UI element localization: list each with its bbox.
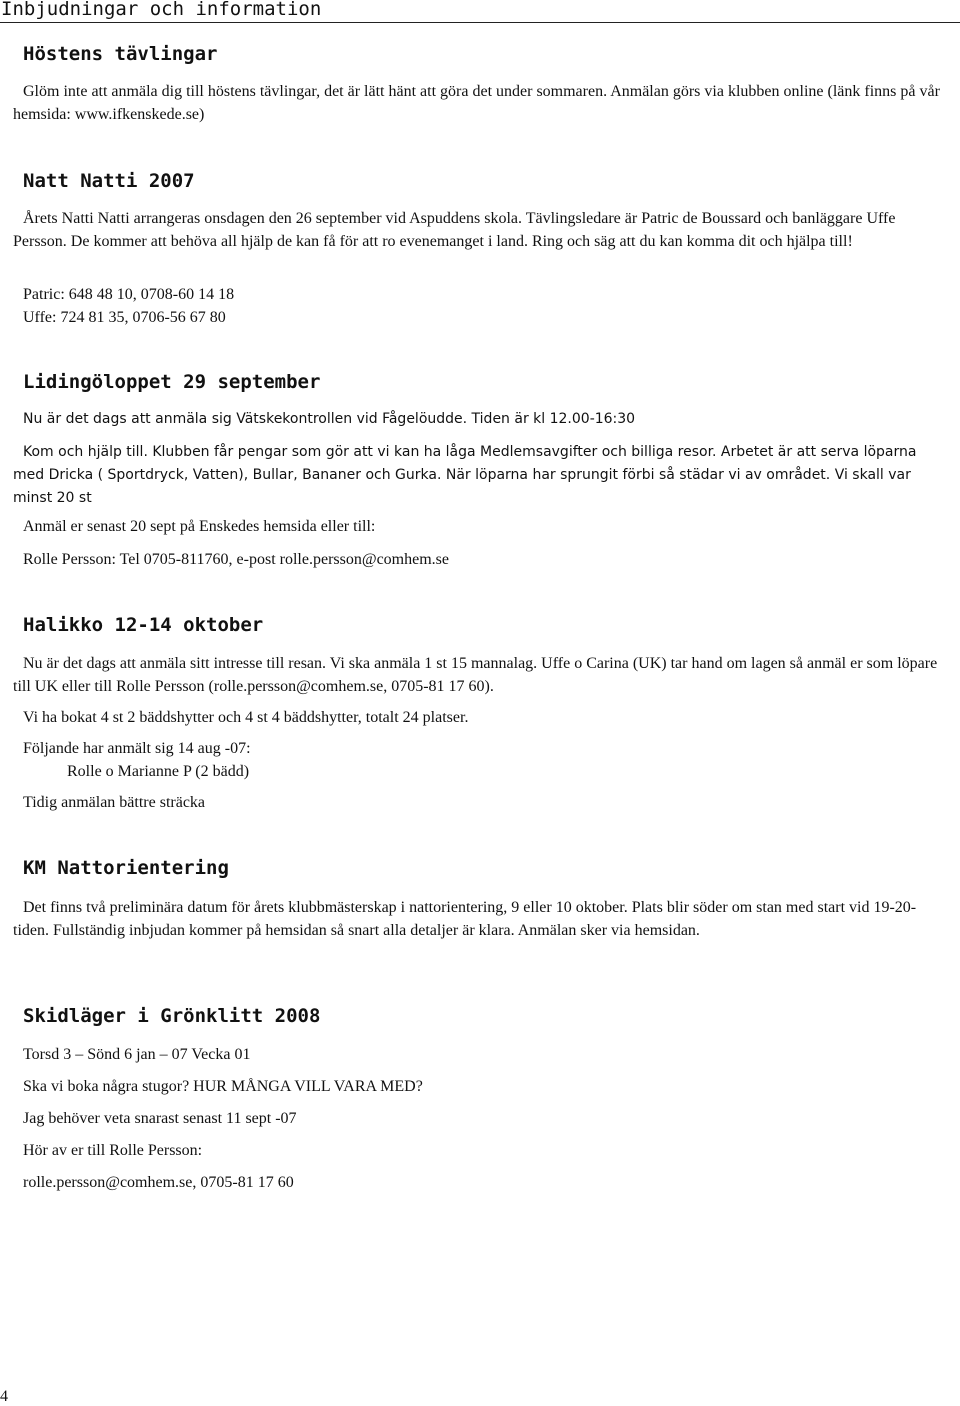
paragraph-halikko-text: Nu är det dags att anmäla sitt intresse till resan. Vi ska anmäla 1 st 15 mannalag. Uffe o Carina (UK) tar hand om lagen så anmäl er som löpare till UK eller till Rolle Persson (rolle.persson@comhem.se, 0705-81 17 60). — [13, 655, 938, 695]
section-heading-km: KM Nattorientering — [23, 857, 229, 879]
lidingo-line-3: Rolle Persson: Tel 0705-811760, e-post rolle.persson@comhem.se — [23, 551, 449, 568]
paragraph-natt-text: Årets Natti Natti arrangeras onsdagen den 26 september vid Aspuddens skola. Tävlingsledare är Patric de Boussard och banläggare Uffe Persson. De kommer att behöva all hjälp de kan få för att ro evenemanget i land. Ring och säg att du kan komma dit och hjälpa till! — [13, 210, 896, 250]
contact-uffe: Uffe: 724 81 35, 0706-56 67 80 — [23, 309, 226, 326]
skid-line-5: rolle.persson@comhem.se, 0705-81 17 60 — [23, 1174, 294, 1191]
lidingo-line-2: Anmäl er senast 20 sept på Enskedes hemsida eller till: — [23, 518, 376, 535]
halikko-line-2: Följande har anmält sig 14 aug -07: — [23, 740, 251, 757]
paragraph-km — [13, 896, 948, 942]
paragraph-halikko — [13, 652, 948, 698]
contact-patric: Patric: 648 48 10, 0708-60 14 18 — [23, 286, 235, 303]
paragraph-hostens — [13, 80, 948, 126]
halikko-line-4: Tidig anmälan bättre sträcka — [23, 794, 206, 811]
paragraph-natt — [13, 207, 948, 253]
skid-line-3: Jag behöver veta snarast senast 11 sept -07 — [23, 1110, 297, 1127]
paragraph-lidingo — [13, 441, 948, 510]
halikko-line-3: Rolle o Marianne P (2 bädd) — [67, 763, 250, 780]
section-heading-lidingo: Lidingöloppet 29 september — [23, 371, 321, 393]
skid-line-4: Hör av er till Rolle Persson: — [23, 1142, 203, 1159]
paragraph-km-text: Det finns två preliminära datum för årets klubbmästerskap i nattorientering, 9 eller 10 oktober. Plats blir söder om stan med start vid 19-20-tiden. Fullständig inbjudan kommer på hemsidan så snart alla detaljer är klara. Anmälan sker via hemsidan. — [13, 899, 917, 939]
section-heading-hostens: Höstens tävlingar — [23, 43, 218, 65]
page-number: 4 — [0, 1388, 8, 1405]
paragraph-hostens-text: Glöm inte att anmäla dig till höstens tävlingar, det är lätt hänt att göra det under sommaren. Anmälan görs via klubben online (länk finns på vår hemsida: www.ifkenskede.se) — [13, 83, 940, 123]
section-heading-natt: Natt Natti 2007 — [23, 170, 195, 192]
section-heading-halikko: Halikko 12-14 oktober — [23, 614, 264, 636]
section-heading-skid: Skidläger i Grönklitt 2008 — [23, 1005, 321, 1027]
page-header — [0, 0, 960, 23]
halikko-line-1: Vi ha bokat 4 st 2 bäddshytter och 4 st 4 bäddshytter, totalt 24 platser. — [23, 709, 469, 726]
paragraph-lidingo-text: Kom och hjälp till. Klubben får pengar som gör att vi kan ha låga Medlemsavgifter och billiga resor. Arbetet är att serva löparna med Dricka ( Sportdryck, Vatten), Bullar, Bananer och Gurka. När löparna har sprungit förbi så städar vi av området. Vi skall var minst 20 st — [13, 444, 917, 506]
skid-line-2: Ska vi boka några stugor? HUR MÅNGA VILL VARA MED? — [23, 1078, 423, 1095]
lidingo-line-1: Nu är det dags att anmäla sig Vätskekontrollen vid Fågelöudde. Tiden är kl 12.00-16:30 — [23, 411, 636, 427]
header-title: Inbjudningar och information — [1, 0, 322, 20]
skid-line-1: Torsd 3 – Sönd 6 jan – 07 Vecka 01 — [23, 1046, 251, 1063]
